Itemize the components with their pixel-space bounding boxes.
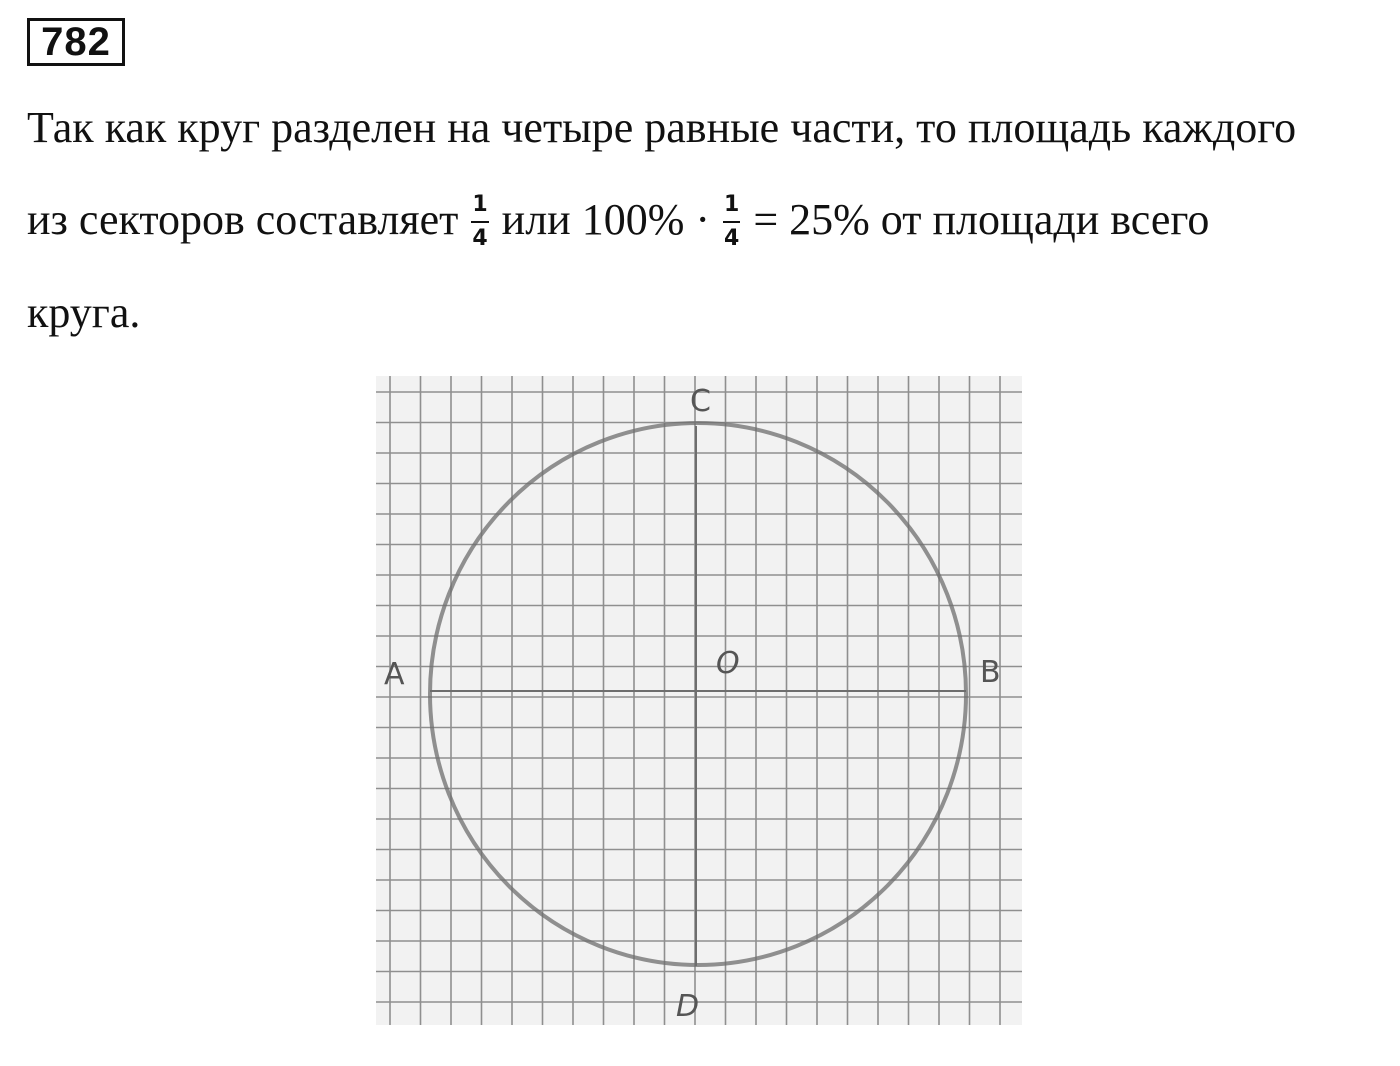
graph-paper (376, 376, 1022, 1025)
label-a: A (384, 657, 405, 692)
line2-end: = 25% от площади всего (753, 195, 1210, 245)
fraction-numerator: 1 (472, 192, 488, 217)
label-o: O (716, 646, 740, 681)
solution-line-3: круга. (27, 288, 141, 337)
fraction-one-quarter-2 (723, 194, 740, 250)
line2-start: из секторов составляет (27, 195, 459, 245)
fraction-numerator: 1 (724, 192, 740, 217)
fraction-denominator: 4 (724, 226, 740, 251)
problem-number: 782 (27, 18, 125, 66)
fraction-one-quarter (471, 194, 488, 250)
fraction-bar (471, 221, 488, 223)
circle-drawing (376, 376, 1022, 1025)
solution-line-1: Так как круг разделен на четыре равные части, то площадь каждого (27, 103, 1297, 152)
fraction-denominator: 4 (472, 226, 488, 251)
line2-middle: или 100% · (501, 195, 711, 245)
graph-paper-figure (376, 376, 1022, 1025)
label-b: B (980, 655, 1001, 690)
solution-line-2 (27, 192, 1210, 252)
label-c: C (690, 384, 711, 419)
label-d: D (676, 989, 700, 1024)
fraction-bar (723, 221, 740, 223)
